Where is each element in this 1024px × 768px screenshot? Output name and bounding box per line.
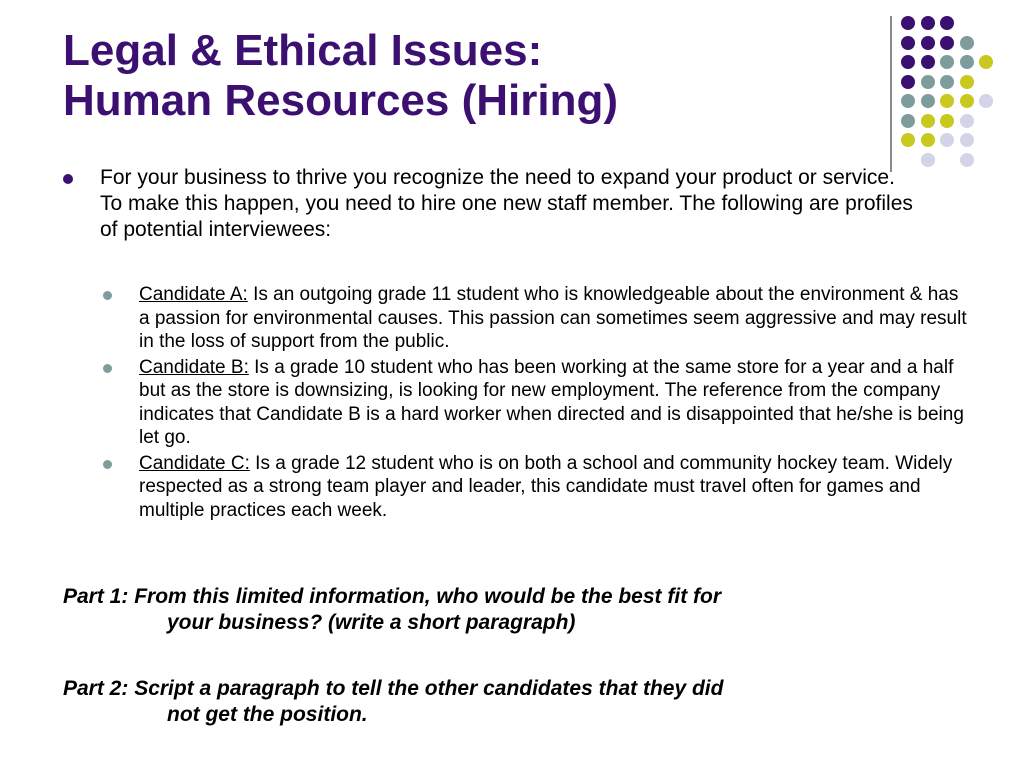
intro-bullet: [63, 165, 913, 243]
part-1-prompt: [63, 584, 963, 636]
intro-text: For your business to thrive you recognize the need to expand your product or service. To make this happen, you need to hire one new staff member. The following are profiles of potential interviewees:: [100, 166, 913, 241]
decorative-dot: [901, 114, 915, 128]
decorative-dot: [921, 75, 935, 89]
decorative-dot: [940, 36, 954, 50]
decorative-dot: [960, 75, 974, 89]
candidate-list: [103, 283, 973, 524]
decorative-dot: [921, 55, 935, 69]
decorative-dot: [940, 55, 954, 69]
decorative-dot: [921, 133, 935, 147]
decorative-dot: [960, 114, 974, 128]
slide-title: [63, 26, 618, 126]
sub-bullet-icon: [103, 460, 112, 469]
candidate-c-label: Candidate C:: [139, 452, 250, 474]
decorative-dot: [940, 16, 954, 30]
candidate-a-item: [103, 283, 973, 354]
part-2-line1: Part 2: Script a paragraph to tell the other candidates that they did: [63, 677, 724, 700]
decorative-dot: [960, 36, 974, 50]
part-1-line2: your business? (write a short paragraph): [167, 611, 576, 634]
decorative-dot: [979, 94, 993, 108]
slide-title-line1: Legal & Ethical Issues:: [63, 26, 543, 75]
candidate-a-text: Is an outgoing grade 11 student who is knowledgeable about the environment & has a passion for environmental causes. This passion can sometimes seem aggressive and may result in the loss of support from the public.: [139, 284, 967, 352]
sub-bullet-icon: [103, 364, 112, 373]
sub-bullet-icon: [103, 291, 112, 300]
candidate-c-item: [103, 452, 973, 523]
candidate-b-item: [103, 356, 973, 450]
decorative-dot: [921, 16, 935, 30]
part-2-prompt: [63, 676, 963, 728]
candidate-b-label: Candidate B:: [139, 356, 249, 378]
decorative-dot: [960, 55, 974, 69]
decorative-dot: [901, 75, 915, 89]
decorative-dot: [901, 16, 915, 30]
decorative-dot: [940, 114, 954, 128]
decorative-dot: [921, 94, 935, 108]
decorative-dot: [960, 133, 974, 147]
slide-title-line2: Human Resources (Hiring): [63, 76, 618, 125]
decorative-divider: [890, 16, 892, 172]
candidate-c-text: Is a grade 12 student who is on both a school and community hockey team. Widely respected as a strong team player and leader, this candidate must travel often for games and multiple practices each week.: [139, 452, 953, 521]
decorative-dot: [960, 153, 974, 167]
decorative-dot: [940, 94, 954, 108]
decorative-dot: [960, 94, 974, 108]
part-2-line2: not get the position.: [167, 703, 368, 726]
candidate-b-text: Is a grade 10 student who has been working at the same store for a year and a half but as the store is downsizing, is looking for new employment. The reference from the company indicates that Candidate B is a hard worker when directed and is disappointed that he/she is being let go.: [139, 356, 964, 448]
decorative-dot: [940, 133, 954, 147]
decorative-dot: [921, 36, 935, 50]
decorative-dot: [901, 55, 915, 69]
decorative-dot: [921, 114, 935, 128]
decorative-dot: [979, 55, 993, 69]
decorative-dot: [901, 36, 915, 50]
part-1-line1: Part 1: From this limited information, who would be the best fit for: [63, 585, 722, 608]
decorative-dot: [901, 94, 915, 108]
decorative-dot: [940, 75, 954, 89]
decorative-dot: [901, 133, 915, 147]
decorative-dot: [921, 153, 935, 167]
bullet-dot-icon: [63, 174, 73, 184]
candidate-a-label: Candidate A:: [139, 284, 248, 305]
